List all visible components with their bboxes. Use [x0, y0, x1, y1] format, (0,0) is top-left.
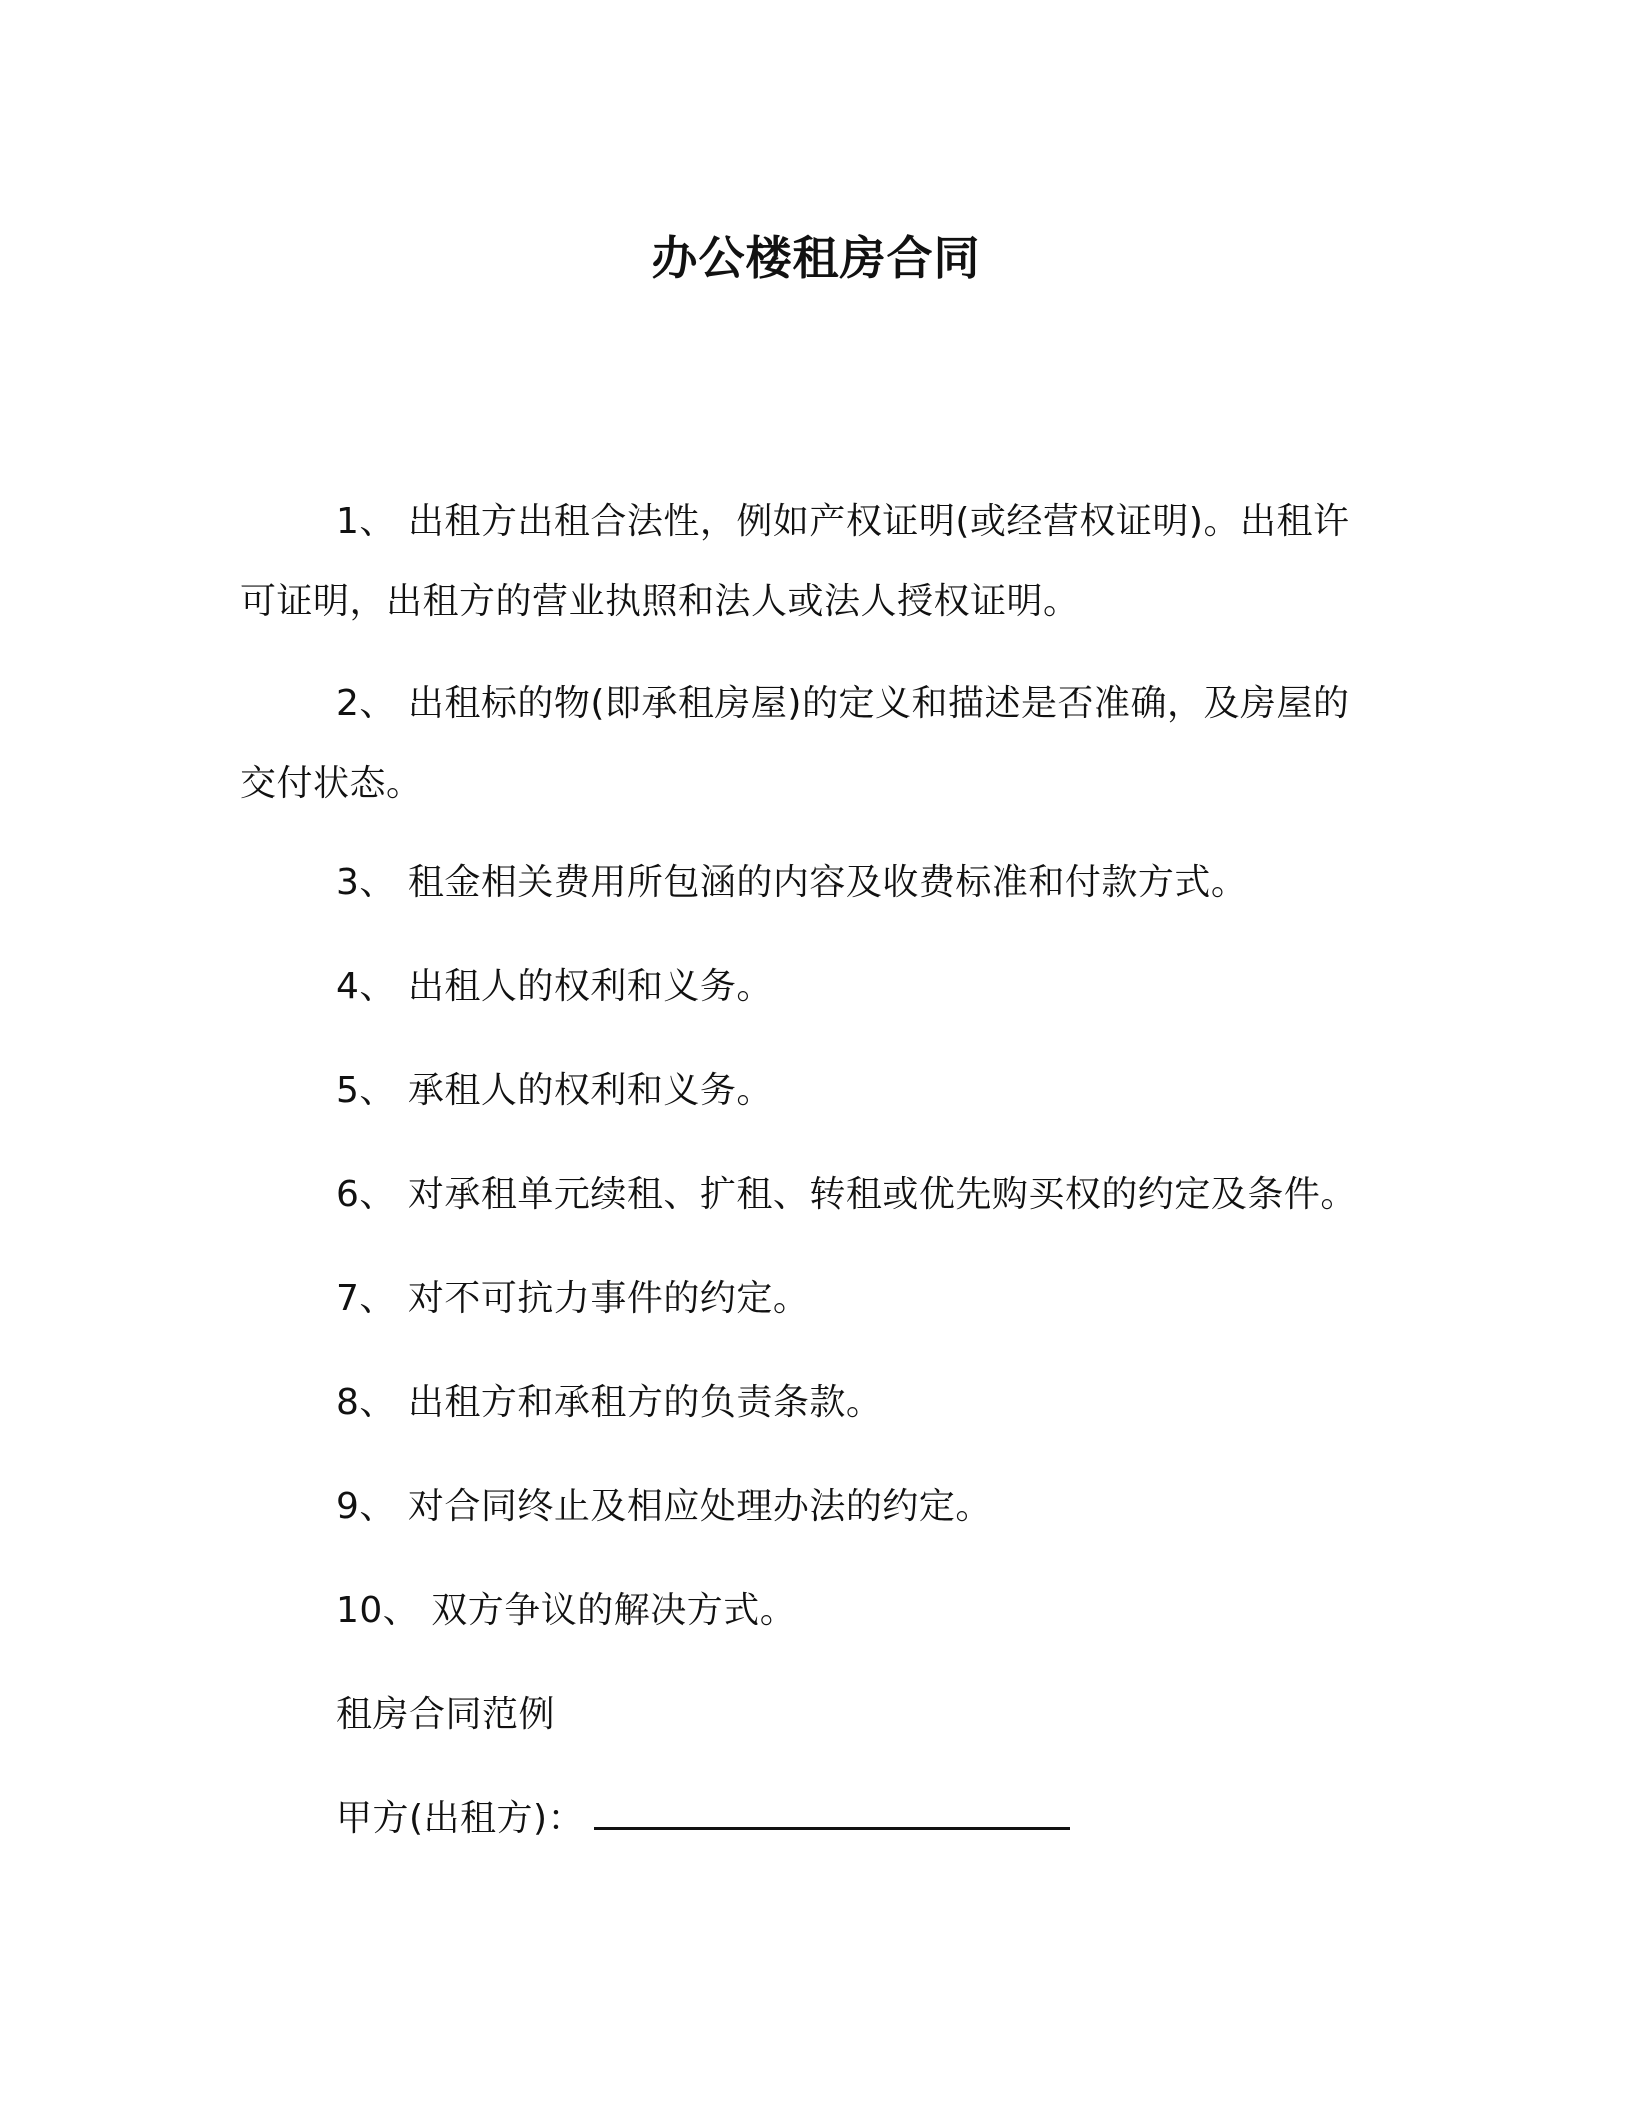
contract-item-9: 9、 对合同终止及相应处理办法的约定。 — [336, 1486, 992, 1527]
contract-item-10: 10、 双方争议的解决方式。 — [336, 1590, 797, 1631]
contract-item-7: 7、 对不可抗力事件的约定。 — [336, 1278, 810, 1319]
contract-item-1: 1、 出租方出租合法性，例如产权证明(或经营权证明)。出租许可证明，出租方的营业执照和法人或法人授权证明。 — [240, 501, 1350, 622]
document-title: 办公楼租房合同 — [651, 231, 981, 285]
contract-item-5: 5、 承租人的权利和义务。 — [336, 1070, 773, 1111]
contract-item-2: 2、 出租标的物(即承租房屋)的定义和描述是否准确，及房屋的交付状态。 — [240, 683, 1350, 804]
party-a-label: 甲方(出租方)： — [336, 1798, 585, 1839]
party-a-blank — [594, 1823, 1070, 1830]
party-a-line — [336, 1794, 1386, 1844]
section-heading: 租房合同范例 — [336, 1694, 556, 1735]
contract-item-4: 4、 出租人的权利和义务。 — [336, 966, 773, 1007]
contract-item-3: 3、 租金相关费用所包涵的内容及收费标准和付款方式。 — [336, 862, 1248, 903]
contract-item-6: 6、 对承租单元续租、扩租、转租或优先购买权的约定及条件。 — [336, 1174, 1357, 1215]
contract-item-8: 8、 出租方和承租方的负责条款。 — [336, 1382, 883, 1423]
